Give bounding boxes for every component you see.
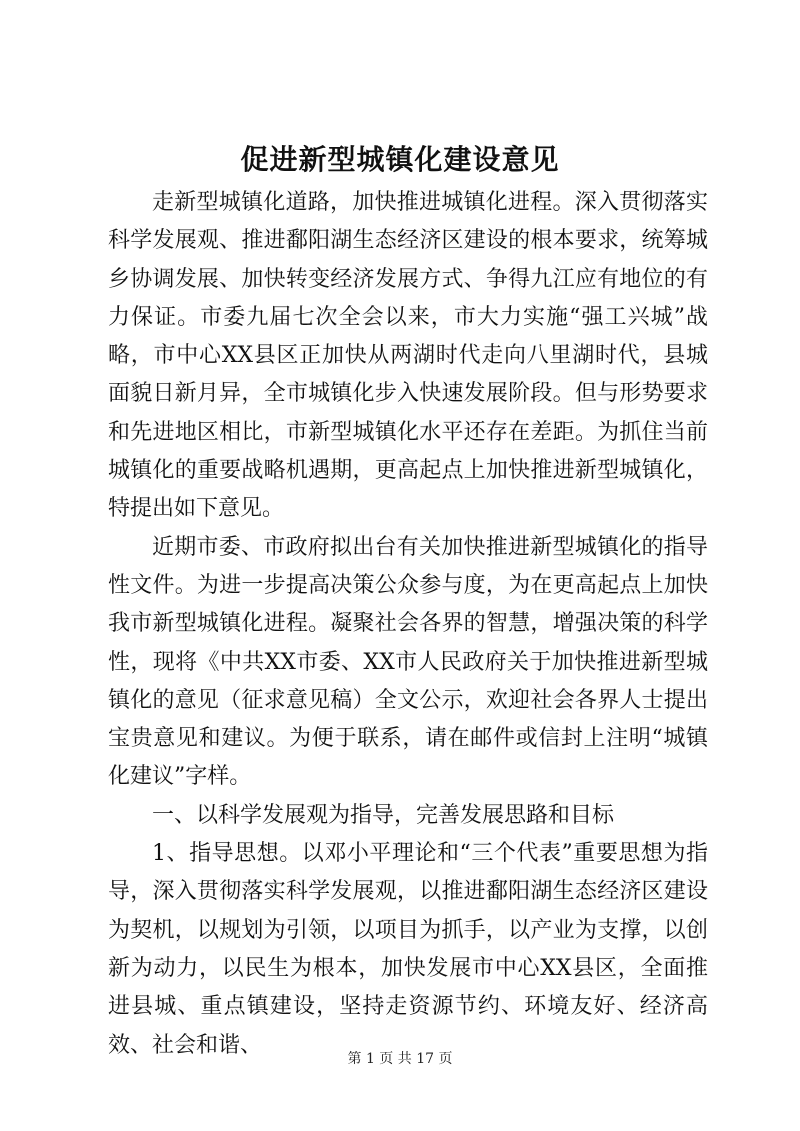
paragraph-intro: 走新型城镇化道路，加快推进城镇化进程。深入贯彻落实科学发展观、推进鄱阳湖生态经济区建设的根本要求，统筹城乡协调发展、加快转变经济发展方式、争得九江应有地位的有力保证。市委九届七次全会以来，市大力实施“强工兴城”战略，市中心XX县区正加快从两湖时代走向八里湖时代，县城面貌日新月异，全市城镇化步入快速发展阶段。但与形势要求和先进地区相比，市新型城镇化水平还存在差距。为抓住当前城镇化的重要战略机遇期，更高起点上加快推进新型城镇化，特提出如下意见。 [108, 190, 708, 522]
paragraph-guiding-thought: 1、指导思想。以邓小平理论和“三个代表”重要思想为指导，深入贯彻落实科学发展观，以推进鄱阳湖生态经济区建设为契机，以规划为引领，以项目为抓手，以产业为支撑，以创新为动力，以民生为根本，加快发展市中心XX县区，全面推进县城、重点镇建设，坚持走资源节约、环境友好、经济高效、社会和谐、 [108, 841, 708, 1058]
document-body [108, 184, 708, 1065]
document-title: 促进新型城镇化建设意见 [240, 143, 560, 176]
section-heading: 一、以科学发展观为指导，完善发展思路和目标 [152, 802, 615, 828]
page-number-footer: 第 1 页 共 17 页 [347, 1051, 453, 1067]
paragraph-notice: 近期市委、市政府拟出台有关加快推进新型城镇化的指导性文件。为进一步提高决策公众参与度，为在更高起点上加快我市新型城镇化进程。凝聚社会各界的智慧，增强决策的科学性，现将《中共XX市委、XX市人民政府关于加快推进新型城镇化的意见（征求意见稿）全文公示，欢迎社会各界人士提出宝贵意见和建议。为便于联系，请在邮件或信封上注明“城镇化建议”字样。 [108, 534, 708, 790]
